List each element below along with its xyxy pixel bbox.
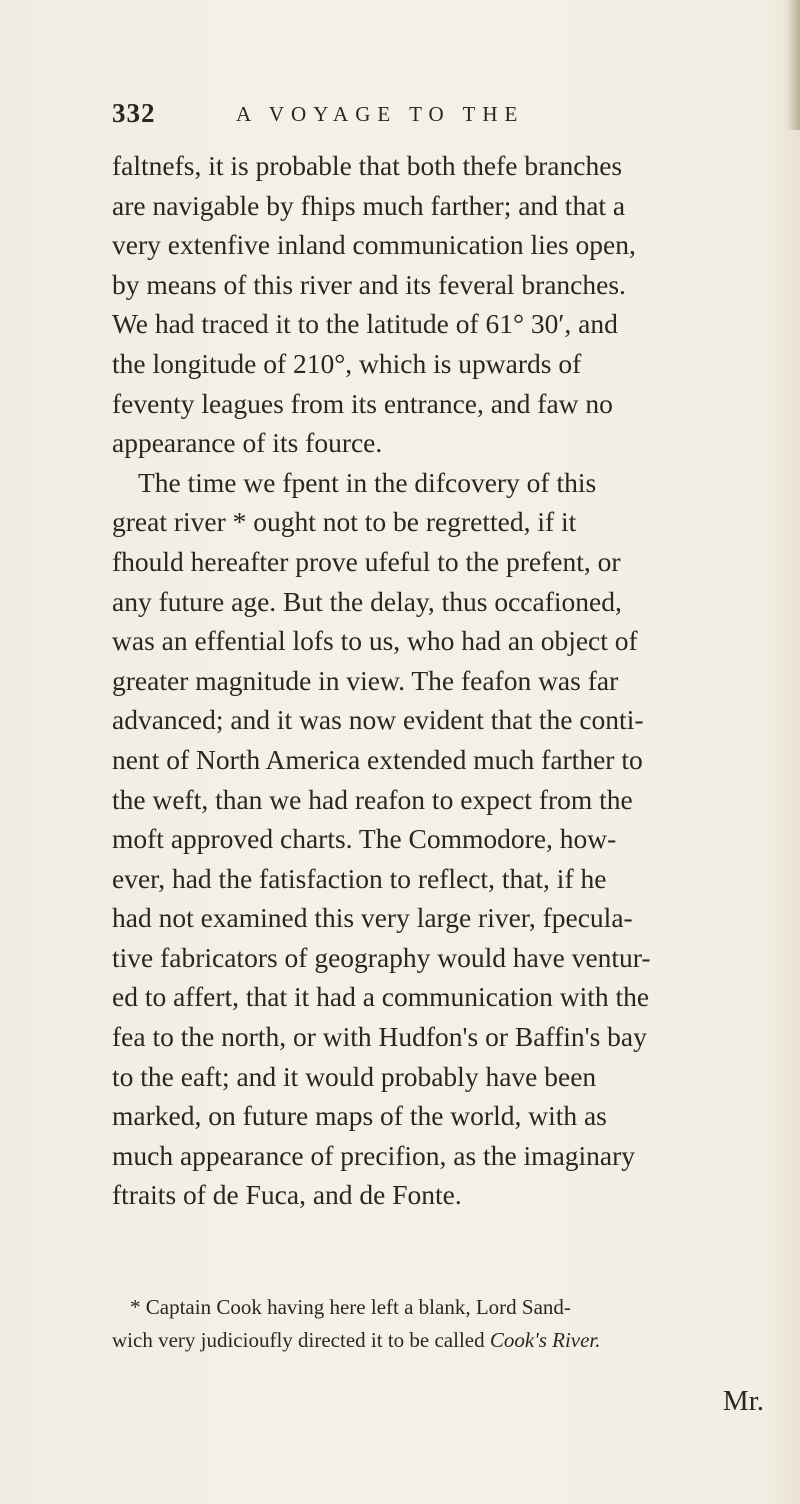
text-line: ed to affert, that it had a communication with the: [112, 981, 650, 1013]
page-number: 332: [112, 98, 156, 128]
page-edge-shadow: [786, 0, 800, 130]
text-line: feventy leagues from its entrance, and faw no: [112, 387, 613, 419]
text-line: tive fabricators of geography would have ventur-: [112, 941, 651, 973]
text-line: nent of North America extended much farther to: [112, 743, 643, 775]
catchword: Mr.: [722, 1385, 764, 1417]
text-line: faltnefs, it is probable that both thefe branches: [112, 150, 623, 181]
footnote-italic-text: Cook's River.: [489, 1328, 601, 1352]
text-line: fea to the north, or with Hudfon's or Baffin's bay: [112, 1021, 647, 1053]
footnote: [112, 1291, 786, 1357]
text-line: the longitude of 210°, which is upwards of: [112, 347, 582, 379]
text-line: was an effential lofs to us, who had an object of: [112, 625, 638, 657]
text-line: any future age. But the delay, thus occafioned,: [112, 585, 622, 617]
footnote-line: * Captain Cook having here left a blank, Lord Sand-: [130, 1295, 571, 1319]
text-line: ever, had the fatisfaction to reflect, that, if he: [112, 862, 607, 894]
text-line: by means of this river and its feveral branches.: [112, 268, 626, 300]
text-line: the weft, than we had reafon to expect from the: [112, 783, 633, 815]
text-line: very extenfive inland communication lies open,: [112, 229, 636, 261]
text-line: great river * ought not to be regretted, if it: [112, 506, 577, 538]
text-line: We had traced it to the latitude of 61° 30′, and: [112, 308, 618, 340]
footnote-text: wich very judicioufly directed it to be called: [112, 1328, 490, 1352]
running-head: A VOYAGE TO THE: [236, 102, 525, 126]
text-line: marked, on future maps of the world, with as: [112, 1100, 607, 1132]
text-line: fhould hereafter prove ufeful to the prefent, or: [112, 545, 621, 577]
text-line: are navigable by fhips much farther; and that a: [112, 189, 626, 221]
text-line: ftraits of de Fuca, and de Fonte.: [112, 1179, 462, 1211]
page-header: [112, 98, 672, 134]
text-line: appearance of its fource.: [112, 427, 383, 459]
text-line: much appearance of precifion, as the imaginary: [112, 1139, 636, 1171]
text-line: advanced; and it was now evident that the conti-: [112, 704, 644, 736]
text-line: greater magnitude in view. The feafon was far: [112, 664, 619, 696]
text-line: moft approved charts. The Commodore, how-: [112, 823, 617, 855]
paragraph-start-line: The time we fpent in the difcovery of this: [138, 466, 597, 498]
footnote-line: [112, 1324, 786, 1357]
body-text: [112, 146, 786, 1215]
text-line: to the eaft; and it would probably have been: [112, 1060, 597, 1092]
text-line: had not examined this very large river, fpecula-: [112, 902, 633, 934]
